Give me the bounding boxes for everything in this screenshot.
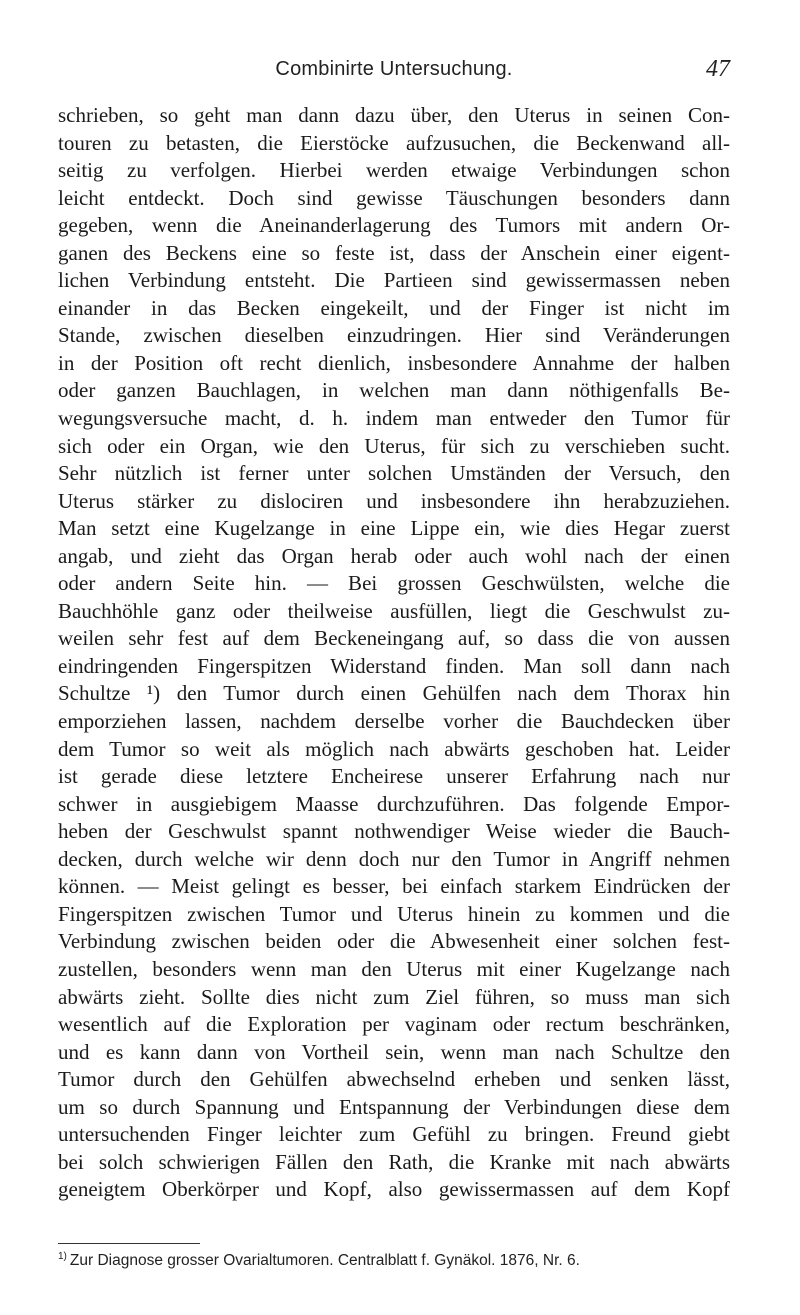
text-line: abwärts zieht. Sollte dies nicht zum Ziel führen, so muss man sich bbox=[58, 984, 730, 1009]
text-line: geneigtem Oberkörper und Kopf, also gewissermassen auf dem Kopf bbox=[58, 1177, 730, 1202]
text-line: Stande, zwischen dieselben einzudringen. Hier sind Veränderungen bbox=[58, 323, 730, 348]
text-line: oder ganzen Bauchlagen, in welchen man dann nöthigenfalls Be- bbox=[58, 378, 730, 403]
text-line: Tumor durch den Gehülfen abwechselnd erheben und senken lässt, bbox=[58, 1067, 730, 1092]
text-line: emporziehen lassen, nachdem derselbe vorher die Bauchdecken über bbox=[58, 709, 730, 734]
text-line: eindringenden Fingerspitzen Widerstand finden. Man soll dann nach bbox=[58, 653, 730, 678]
text-line: Man setzt eine Kugelzange in eine Lippe ein, wie dies Hegar zuerst bbox=[58, 516, 730, 541]
text-line: Sehr nützlich ist ferner unter solchen Umständen der Versuch, den bbox=[58, 461, 730, 486]
text-line: können. — Meist gelingt es besser, bei einfach starkem Eindrücken der bbox=[58, 874, 730, 899]
text-line: Schultze ¹) den Tumor durch einen Gehülfen nach dem Thorax hin bbox=[58, 681, 730, 706]
text-line: weilen sehr fest auf dem Beckeneingang auf, so dass die von aussen bbox=[58, 626, 730, 651]
text-line: leicht entdeckt. Doch sind gewisse Täuschungen besonders dann bbox=[58, 185, 730, 210]
text-line: Fingerspitzen zwischen Tumor und Uterus hinein zu kommen und die bbox=[58, 901, 730, 926]
text-line: untersuchenden Finger leichter zum Gefühl zu bringen. Freund giebt bbox=[58, 1122, 730, 1147]
text-line: ist gerade diese letztere Encheirese unserer Erfahrung nach nur bbox=[58, 764, 730, 789]
text-line: und es kann dann von Vortheil sein, wenn man nach Schultze den bbox=[58, 1039, 730, 1064]
text-line: heben der Geschwulst spannt nothwendiger Weise wieder die Bauch- bbox=[58, 819, 730, 844]
text-line: wegungsversuche macht, d. h. indem man entweder den Tumor für bbox=[58, 406, 730, 431]
footnote bbox=[58, 1251, 730, 1270]
running-title: Combinirte Untersuchung. bbox=[275, 58, 513, 80]
text-line: decken, durch welche wir denn doch nur den Tumor in Angriff nehmen bbox=[58, 846, 730, 871]
text-line: touren zu betasten, die Eierstöcke aufzusuchen, die Beckenwand all- bbox=[58, 130, 730, 155]
text-line: oder andern Seite hin. — Bei grossen Geschwülsten, welche die bbox=[58, 571, 730, 596]
text-line: wesentlich auf die Exploration per vaginam oder rectum beschränken, bbox=[58, 1012, 730, 1037]
text-line: Verbindung zwischen beiden oder die Abwesenheit einer solchen fest- bbox=[58, 929, 730, 954]
text-line: angab, und zieht das Organ herab oder auch wohl nach der einen bbox=[58, 543, 730, 568]
footnote-text: Zur Diagnose grosser Ovarialtumoren. Centralblatt f. Gynäkol. 1876, Nr. 6. bbox=[69, 1252, 580, 1270]
text-line: bei solch schwierigen Fällen den Rath, die Kranke mit nach abwärts bbox=[58, 1149, 730, 1174]
text-line: dem Tumor so weit als möglich nach abwärts geschoben hat. Leider bbox=[58, 736, 730, 761]
body-text bbox=[58, 102, 730, 1204]
text-line: gegeben, wenn die Aneinanderlagerung des Tumors mit andern Or- bbox=[58, 213, 730, 238]
text-line: einander in das Becken eingekeilt, und der Finger ist nicht im bbox=[58, 295, 730, 320]
text-line: zustellen, besonders wenn man den Uterus mit einer Kugelzange nach bbox=[58, 956, 730, 981]
footnote-marker: 1) bbox=[58, 1251, 67, 1262]
text-line: um so durch Spannung und Entspannung der Verbindungen diese dem bbox=[58, 1094, 730, 1119]
page-number: 47 bbox=[706, 56, 730, 82]
text-line: seitig zu verfolgen. Hierbei werden etwaige Verbindungen schon bbox=[58, 158, 730, 183]
text-line: schrieben, so geht man dann dazu über, den Uterus in seinen Con- bbox=[58, 103, 730, 127]
text-line: ganen des Beckens eine so feste ist, dass der Anschein einer eigent- bbox=[58, 240, 730, 265]
text-line: sich oder ein Organ, wie den Uterus, für sich zu verschieben sucht. bbox=[58, 433, 730, 458]
footnote-divider bbox=[58, 1243, 200, 1244]
text-line: in der Position oft recht dienlich, insbesondere Annahme der halben bbox=[58, 350, 730, 375]
text-line: Uterus stärker zu dislociren und insbesondere ihn herabzuziehen. bbox=[58, 488, 730, 513]
page-header bbox=[58, 58, 730, 88]
text-line: schwer in ausgiebigem Maasse durchzuführen. Das folgende Empor- bbox=[58, 791, 730, 816]
text-line: Bauchhöhle ganz oder theilweise ausfüllen, liegt die Geschwulst zu- bbox=[58, 598, 730, 623]
text-line: lichen Verbindung entsteht. Die Partieen sind gewissermassen neben bbox=[58, 268, 730, 293]
